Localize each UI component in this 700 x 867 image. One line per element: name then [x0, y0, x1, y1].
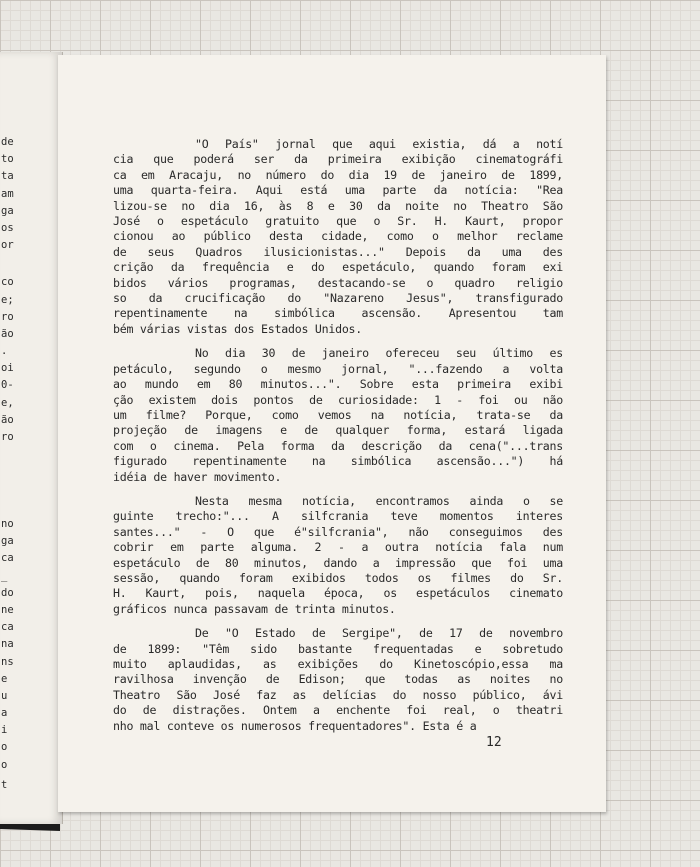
edge-fragment: to [1, 153, 14, 166]
page-body [113, 137, 563, 743]
edge-fragment: na [1, 638, 14, 651]
page-number: 12 [486, 735, 502, 750]
text-line: cionou ao público desta cidade, como o melhor reclame [113, 229, 563, 244]
left-page-text-edge [0, 777, 20, 794]
edge-fragment: os [1, 221, 14, 234]
edge-fragment: oi [1, 362, 14, 375]
edge-fragment: _ [1, 569, 8, 582]
text-line: com o cinema. Pela forma da descrição da cena("...trans [113, 438, 563, 453]
edge-fragment: am [1, 187, 14, 200]
text-line: de 1899: "Têm sido bastante frequentadas e sobretudo [113, 641, 563, 656]
edge-fragment: i [1, 724, 8, 737]
edge-fragment [0, 254, 20, 274]
edge-fragment: u [1, 689, 8, 702]
text-line: ção existem dois pontos de curiosidade: 1 - foi ou não [113, 392, 563, 407]
text-line: crição da frequência e do espetáculo, quando foram exi [113, 260, 563, 275]
edge-fragment: 0- [1, 379, 14, 392]
text-line: guinte trecho:"... A silfcrania teve momentos interes [113, 509, 563, 524]
text-line: figurado repentinamente na simbólica ascensão...") há [113, 454, 563, 469]
edge-fragment: co [1, 276, 14, 289]
text-line: nho mal conteve os numerosos frequentadores". Esta é a [113, 718, 477, 733]
edge-fragment: ne [1, 603, 14, 616]
edge-fragment: e; [1, 293, 14, 306]
text-line: muito aplaudidas, as exibições do Kinetoscópio,essa ma [113, 657, 563, 671]
edge-fragment: e, [1, 396, 14, 409]
edge-fragment: o [1, 758, 8, 771]
text-line: repentinamente na simbólica ascensão. Apresentou tam [113, 306, 563, 321]
text-line: ao mundo em 80 minutos...". Sobre esta primeira exibi [113, 377, 563, 392]
edge-fragment: ca [1, 621, 14, 634]
document-page [58, 55, 606, 812]
edge-fragment: t [1, 779, 8, 791]
text-line: De "O Estado de Sergipe", de 17 de novembro [195, 626, 563, 641]
text-line: bidos vários programas, destacando-se o quadro religio [113, 275, 563, 290]
edge-fragment: ro [1, 310, 14, 323]
text-line: ca em Aracaju, no número do dia 19 de janeiro de 1899, [113, 167, 563, 182]
edge-fragment: ca [1, 552, 14, 565]
text-line: Nesta mesma notícia, encontramos ainda o se [195, 493, 563, 508]
text-line: espetáculo de 80 minutos, dando a impressão que foi uma [113, 555, 563, 570]
text-line: projeção de imagens e de qualquer forma, estará ligada [113, 423, 563, 438]
text-line: petáculo, segundo o mesmo jornal, "...fazendo a volta [113, 361, 563, 376]
text-line: H. Kaurt, pois, naquela época, os espetáculos cinemato [113, 586, 563, 601]
left-page-text-edge [0, 134, 20, 446]
edge-fragment: do [1, 586, 14, 599]
edge-fragment: ga [1, 204, 14, 217]
text-line: lizou-se no dia 16, às 8 e 30 da noite no Theatro São [113, 198, 563, 213]
text-line: No dia 30 de janeiro ofereceu seu último es [195, 346, 563, 361]
paragraph [113, 626, 563, 734]
text-line: cia que poderá ser da primeira exibição cinematográfi [113, 152, 563, 167]
edge-fragment: ão [1, 327, 14, 340]
edge-fragment: ão [1, 413, 14, 426]
edge-fragment: no [1, 518, 14, 530]
text-line: santes..." - O que é"silfcrania", não conseguimos des [113, 524, 563, 539]
edge-fragment: or [1, 239, 14, 252]
paragraph [113, 494, 563, 617]
text-line: de seus Quadros ilusicionistas..." Depois da uma des [113, 244, 563, 259]
edge-fragment: ns [1, 655, 14, 668]
text-line: um filme? Porque, como vemos na notícia, trata-se da [113, 407, 563, 422]
edge-fragment: a [1, 707, 8, 720]
text-line: so da crucificação do "Nazareno Jesus", transfigurado [113, 291, 563, 306]
edge-fragment: ga [1, 535, 14, 548]
paragraph [113, 346, 563, 485]
text-line: uma quarta-feira. Aqui está uma parte da notícia: "Rea [113, 183, 563, 198]
edge-fragment: o [1, 741, 8, 754]
text-line: ravilhosa invenção de Edison; que todas as noites no [113, 672, 563, 687]
text-line: cobrir em parte alguma. 2 - a outra notícia fala num [113, 540, 563, 555]
left-page [0, 52, 63, 824]
edge-fragment: de [1, 136, 14, 148]
text-line: Theatro São José faz as delícias do nosso público, ávi [113, 687, 563, 702]
edge-fragment: ta [1, 170, 14, 183]
edge-fragment: e [1, 672, 8, 685]
text-line: José o espetáculo gratuito que o Sr. H. Kaurt, propor [113, 214, 563, 229]
text-line: bém várias vistas dos Estados Unidos. [113, 321, 363, 336]
left-page-text-edge [0, 516, 20, 774]
edge-fragment: . [1, 345, 8, 358]
text-line: gráficos nunca passavam de trinta minutos. [113, 601, 396, 616]
edge-fragment: ro [1, 431, 14, 443]
text-line: idéia de haver movimento. [113, 469, 282, 484]
text-line: "O País" jornal que aqui existia, dá a notí [195, 137, 563, 151]
text-line: sessão, quando foram exibidos todos os filmes do Sr. [113, 570, 563, 585]
text-line: do de distrações. Ontem a enchente foi real, o theatri [113, 703, 563, 718]
paragraph [113, 137, 563, 337]
